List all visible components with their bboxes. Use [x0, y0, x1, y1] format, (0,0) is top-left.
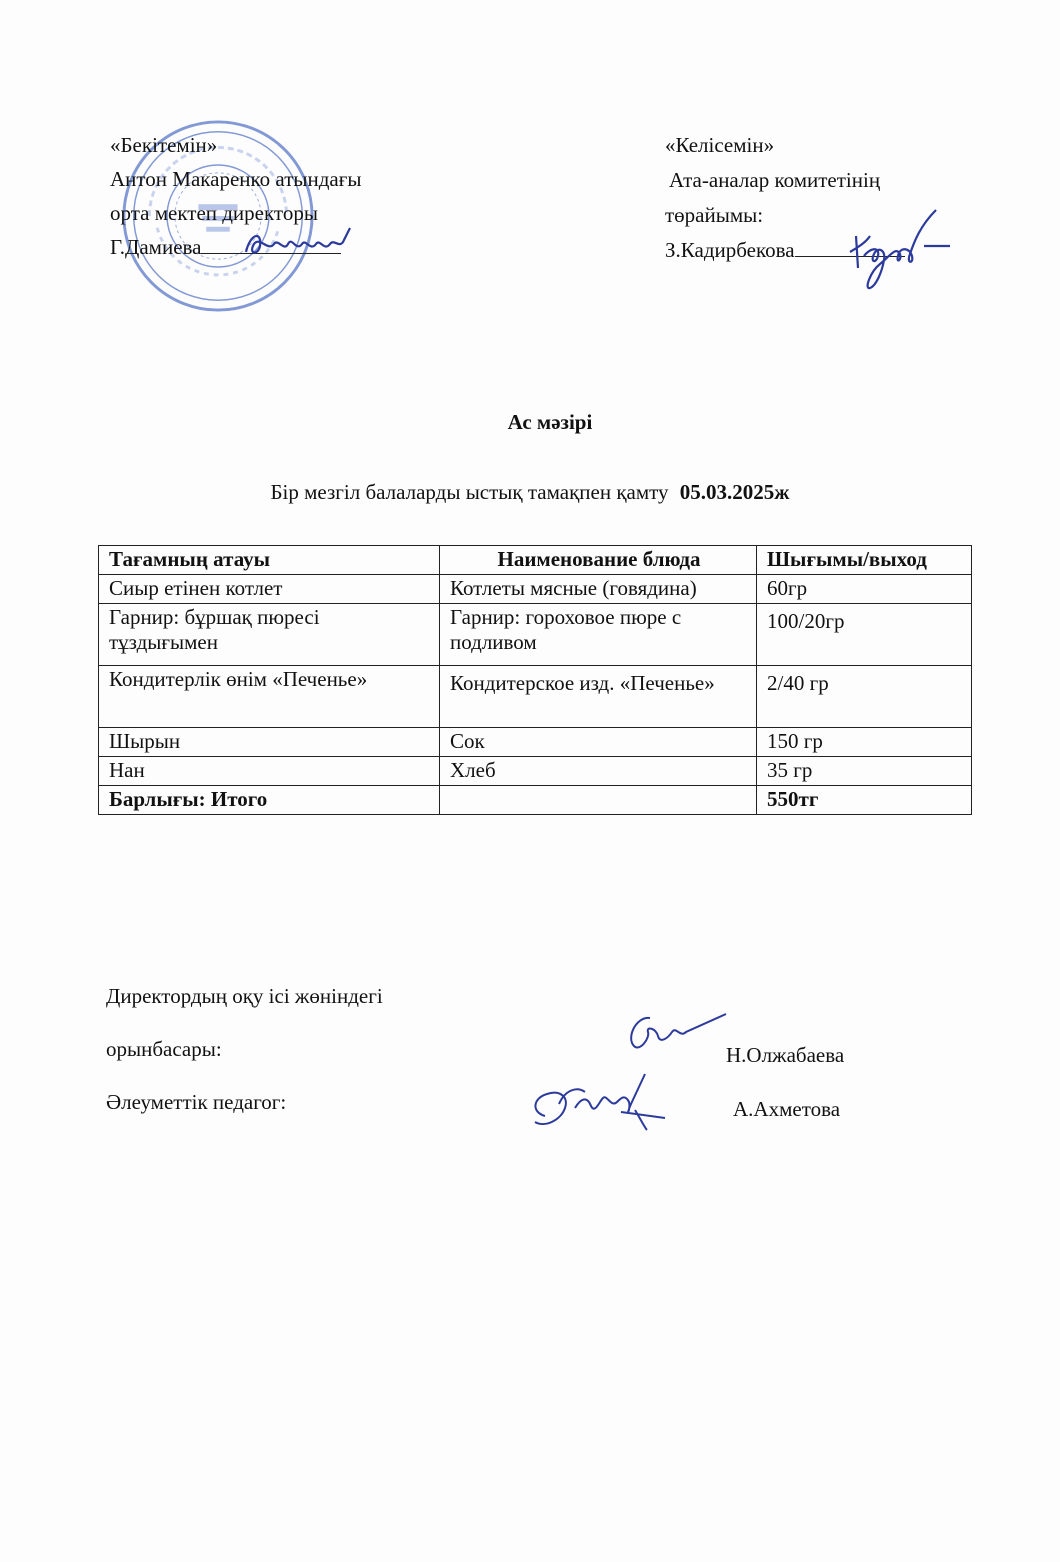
cell-russian-name: Котлеты мясные (говядина)	[440, 575, 757, 604]
table-row	[99, 757, 972, 786]
document-subtitle	[0, 480, 1060, 505]
cell-kazakh-name: Шырын	[99, 728, 440, 757]
table-row	[99, 604, 972, 666]
committee-signature-icon	[840, 206, 955, 292]
header-kazakh-name: Тағамның атауы	[99, 546, 440, 575]
cell-output: 60гр	[757, 575, 972, 604]
document-title: Ас мәзірі	[507, 410, 593, 434]
total-value: 550тг	[757, 786, 972, 815]
agreement-heading: «Келісемін»	[665, 133, 775, 157]
social-pedagogue-label: Әлеуметтік педагог:	[106, 1090, 287, 1114]
deputy-label-2: орынбасары:	[106, 1037, 222, 1061]
header-output: Шығымы/выход	[757, 546, 972, 575]
social-pedagogue-signature-icon	[525, 1068, 675, 1136]
menu-table	[98, 545, 972, 815]
approval-line-2: орта мектеп директоры	[110, 201, 318, 225]
approval-name: Г.Дамиева	[110, 235, 202, 259]
deputy-label-1: Директордың оқу ісі жөніндегі	[106, 984, 383, 1008]
approval-heading: «Бекітемін»	[110, 133, 218, 157]
deputy-signature-icon	[622, 1008, 732, 1054]
table-row	[99, 666, 972, 728]
social-pedagogue-name: А.Ахметова	[733, 1097, 841, 1121]
table-total-row	[99, 786, 972, 815]
cell-russian-name: Хлеб	[440, 757, 757, 786]
cell-kazakh-name: Сиыр етінен котлет	[99, 575, 440, 604]
cell-russian-name: Сок	[440, 728, 757, 757]
cell-output: 100/20гр	[757, 604, 972, 666]
cell-russian-name: Кондитерское изд. «Печенье»	[440, 666, 757, 728]
table-row	[99, 575, 972, 604]
cell-kazakh-name: Кондитерлік өнім «Печенье»	[99, 666, 440, 728]
agreement-line-2: төрайымы:	[665, 203, 764, 227]
table-header-row	[99, 546, 972, 575]
director-signature-icon	[240, 222, 360, 264]
document-date: 05.03.2025ж	[679, 480, 790, 504]
agreement-line-1: Ата-аналар комитетінің	[669, 168, 881, 192]
cell-output: 2/40 гр	[757, 666, 972, 728]
table-row	[99, 728, 972, 757]
cell-russian-name: Гарнир: гороховое пюре с подливом	[440, 604, 757, 666]
agreement-name: З.Кадирбекова	[665, 238, 795, 262]
deputy-name: Н.Олжабаева	[726, 1043, 845, 1067]
cell-kazakh-name: Нан	[99, 757, 440, 786]
cell-kazakh-name: Гарнир: бұршақ пюресі тұздығымен	[99, 604, 440, 666]
header-russian-name: Наименование блюда	[440, 546, 757, 575]
total-empty-cell	[440, 786, 757, 815]
approval-line-1: Антон Макаренко атындағы	[110, 167, 362, 191]
subtitle-text: Бір мезгіл балаларды ыстық тамақпен қамту	[270, 480, 669, 504]
total-label: Барлығы: Итого	[99, 786, 440, 815]
cell-output: 150 гр	[757, 728, 972, 757]
cell-output: 35 гр	[757, 757, 972, 786]
